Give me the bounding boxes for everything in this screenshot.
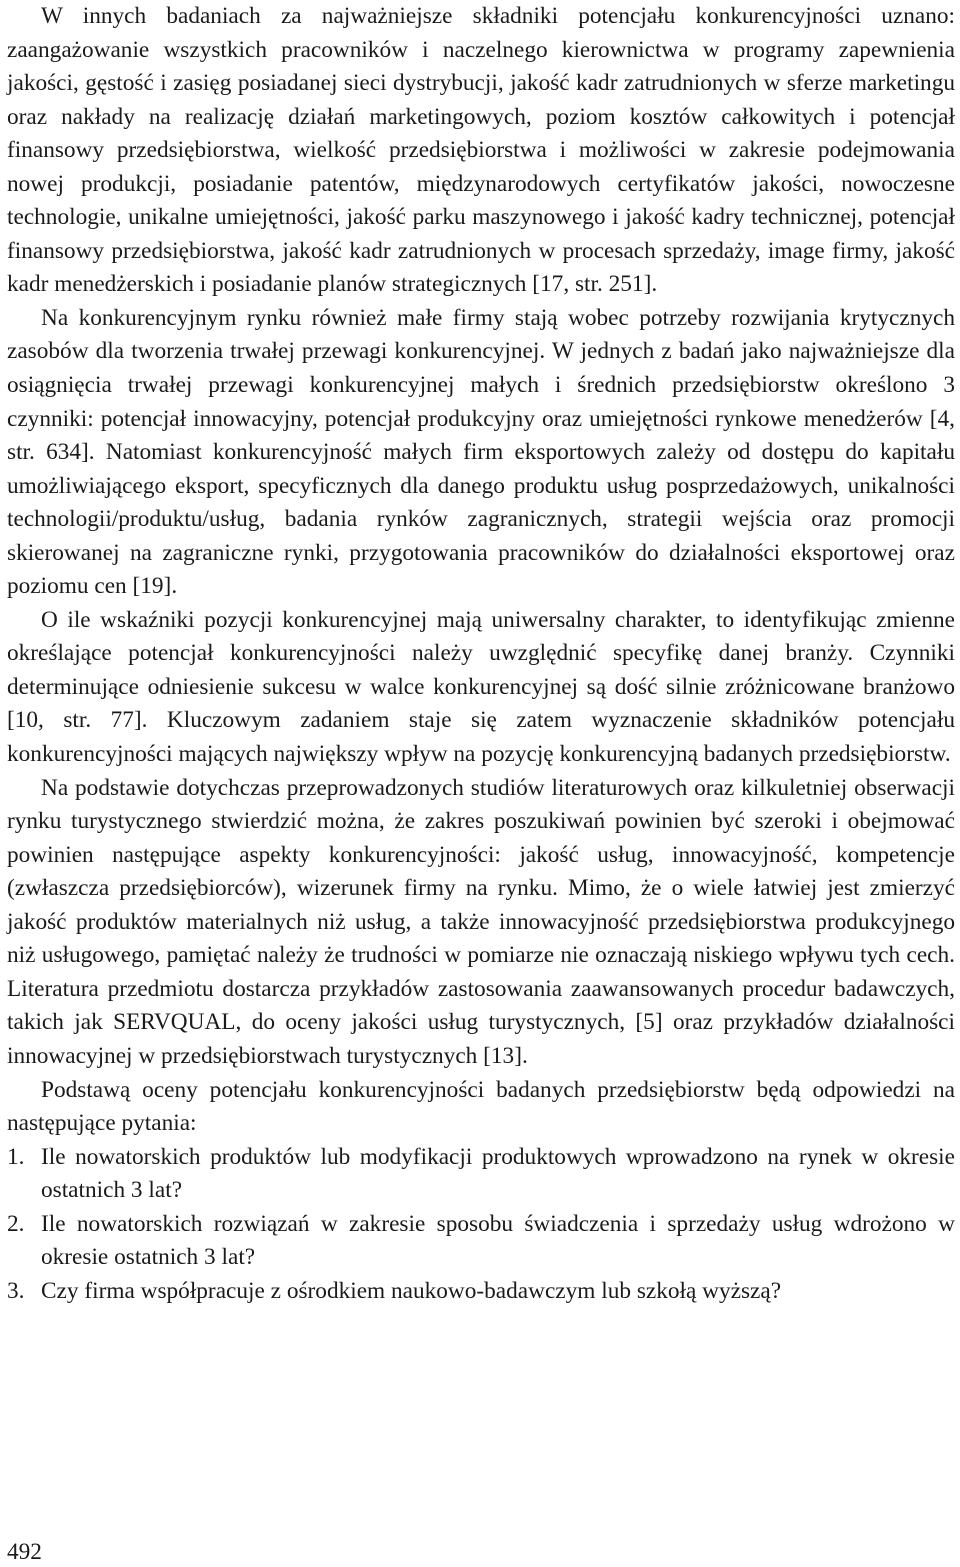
paragraph-questions-intro: Podstawą oceny potencjału konkurencyjności badanych przedsiębiorstw będą odpowiedzi na następujące pytania: <box>7 1076 955 1137</box>
list-item-number: 3. <box>7 1277 25 1304</box>
list-item <box>7 1275 955 1309</box>
questions-list <box>7 1141 955 1309</box>
list-item-text: Ile nowatorskich rozwiązań w zakresie sposobu świadczenia i sprzedaży usług wdrożono w okresie ostatnich 3 lat? <box>41 1210 955 1271</box>
list-item <box>7 1141 955 1208</box>
paragraph-tourism-market: Na podstawie dotychczas przeprowadzonych studiów literaturowych oraz kilkuletniej obserwacji rynku turystycznego stwierdzić można, że zakres poszukiwań powinien być szeroki i obejmować powinien następujące aspekty konkurencyjności: jakość usług, innowacyjność, kompetencje (zwłaszcza przedsiębiorców), wizerunek firmy na rynku. Mimo, że o wiele łatwiej jest zmierzyć jakość produktów materialnych niż usług, a także innowacyjność przedsiębiorstwa produkcyjnego niż usługowego, pamiętać należy że trudności w pomiarze nie oznaczają niskiego wpływu tych cech. Literatura przedmiotu dostarcza przykładów zastosowania zaawansowanych procedur badawczych, takich jak SERVQUAL, do oceny jakości usług turystycznych, [5] oraz przykładów działalności innowacyjnej w przedsiębiorstwach turystycznych [13]. <box>7 774 955 1069</box>
list-item-text: Ile nowatorskich produktów lub modyfikacji produktowych wprowadzono na rynek w okresie ostatnich 3 lat? <box>41 1143 955 1204</box>
list-item-number: 1. <box>7 1143 25 1170</box>
page-number: 492 <box>7 1539 42 1565</box>
list-item <box>7 1208 955 1275</box>
list-item-text: Czy firma współpracuje z ośrodkiem naukowo-badawczym lub szkołą wyższą? <box>41 1277 782 1304</box>
paragraph-competitiveness-components: W innych badaniach za najważniejsze składniki potencjału konkurencyjności uznano: zaangażowanie wszystkich pracowników i naczelnego kierownictwa w programy zapewnienia jakości, gęstość i zasięg posiadanej sieci dystrybucji, jakość kadr zatrudnionych w sferze marketingu oraz nakłady na realizację działań marketingowych, poziom kosztów całkowitych i potencjał finansowy przedsiębiorstwa, wielkość przedsiębiorstwa i możliwości w zakresie podejmowania nowej produkcji, posiadanie patentów, międzynarodowych certyfikatów jakości, nowoczesne technologie, unikalne umiejętności, jakość parku maszynowego i jakość kadry technicznej, potencjał finansowy przedsiębiorstwa, jakość kadr zatrudnionych w procesach sprzedaży, image firmy, jakość kadr menedżerskich i posiadanie planów strategicznych [17, str. 251]. <box>7 3 955 298</box>
paragraph-industry-specific: O ile wskaźniki pozycji konkurencyjnej mają uniwersalny charakter, to identyfikując zmienne określające potencjał konkurencyjności należy uwzględnić specyfikę danej branży. Czynniki determinujące odniesienie sukcesu w walce konkurencyjnej są dość silnie zróżnicowane branżowo [10, str. 77]. Kluczowym zadaniem staje się zatem wyznaczenie składników potencjału konkurencyjności mających największy wpływ na pozycję konkurencyjną badanych przedsiębiorstw. <box>7 606 955 768</box>
list-item-number: 2. <box>7 1210 25 1237</box>
paragraph-small-firms: Na konkurencyjnym rynku również małe firmy stają wobec potrzeby rozwijania krytycznych zasobów dla tworzenia trwałej przewagi konkurencyjnej. W jednych z badań jako najważniejsze dla osiągnięcia trwałej przewagi konkurencyjnej małych i średnich przedsiębiorstw określono 3 czynniki: potencjał innowacyjny, potencjał produkcyjny oraz umiejętności rynkowe menedżerów [4, str. 634]. Natomiast konkurencyjność małych firm eksportowych zależy od dostępu do kapitału umożliwiającego eksport, specyficznych dla danego produktu usług posprzedażowych, unikalności technologii/produktu/usług, badania rynków zagranicznych, strategii wejścia oraz promocji skierowanej na zagraniczne rynki, przygotowania pracowników do działalności eksportowej oraz poziomu cen [19]. <box>7 304 955 600</box>
page-body <box>7 0 955 1308</box>
